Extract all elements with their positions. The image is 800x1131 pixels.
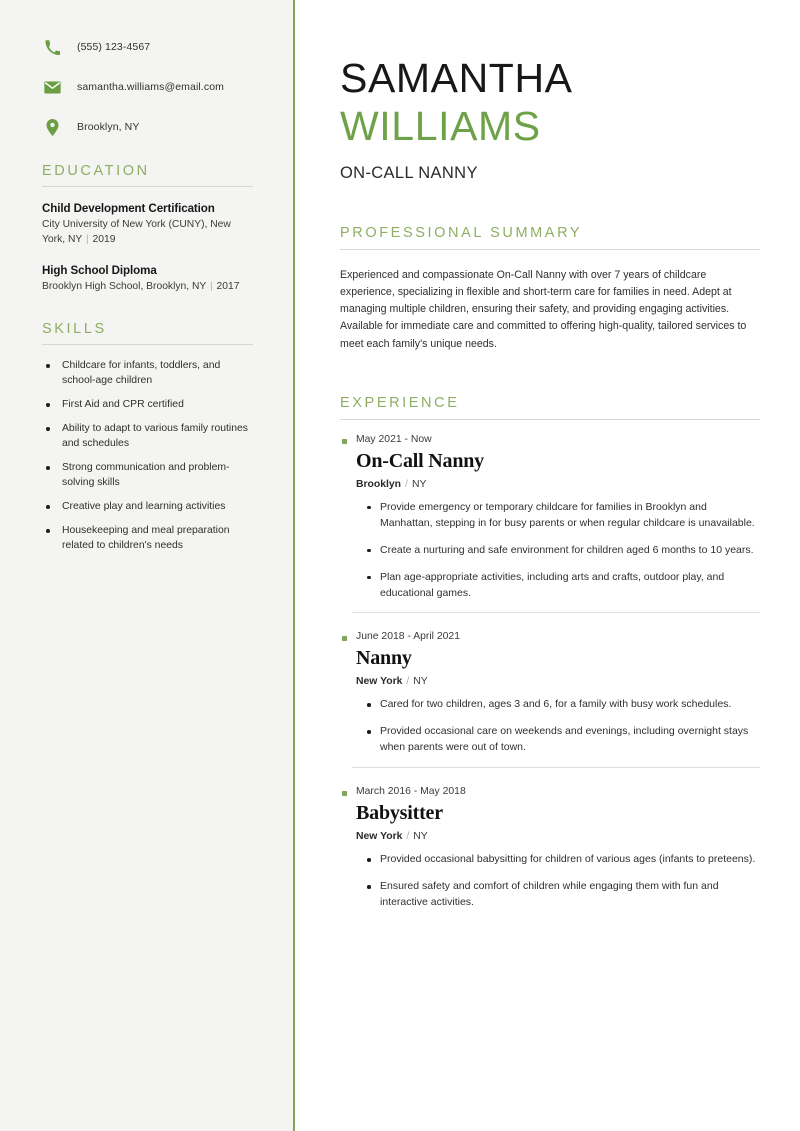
- skills-divider: [42, 344, 253, 345]
- education-meta: [42, 218, 253, 248]
- experience-date: June 2018 - April 2021: [340, 631, 760, 642]
- list-item: Childcare for infants, toddlers, and school-age children: [42, 359, 253, 388]
- experience-state: NY: [413, 831, 428, 843]
- professional-summary-section: [340, 225, 760, 353]
- contact-phone: [42, 38, 253, 57]
- experience-state: NY: [413, 676, 428, 688]
- list-item: Provide emergency or temporary childcare for families in Brooklyn and Manhattan, stepping in for busy parents or when regular childcare is unavailable.: [380, 500, 760, 532]
- education-meta: [42, 280, 253, 295]
- experience-city: New York: [356, 676, 403, 688]
- list-item: Strong communication and problem-solving skills: [42, 461, 253, 490]
- name-last: WILLIAMS: [340, 102, 541, 149]
- list-item: Create a nurturing and safe environment for children aged 6 months to 10 years.: [380, 543, 760, 559]
- experience-heading: EXPERIENCE: [340, 394, 460, 411]
- summary-text: Experienced and compassionate On-Call Nanny with over 7 years of childcare experience, specializing in flexible and short-term care for families in need. Adept at managing multiple children, ensuring their safety, and providing engaging activities. Available for immediate care and committed to offering high-quality, tailored services to meet each family's unique needs.: [340, 268, 747, 350]
- education-heading: EDUCATION: [42, 163, 150, 179]
- contact-location: [42, 118, 253, 137]
- education-institution: City University of New York (CUNY), New York, NY: [42, 219, 231, 246]
- experience-title: Babysitter: [356, 802, 443, 825]
- experience-state: NY: [411, 478, 427, 490]
- experience-bullets: [340, 697, 760, 756]
- list-item: Ability to adapt to various family routines and schedules: [42, 422, 253, 451]
- experience-separator: /: [406, 676, 410, 688]
- experience-divider: [340, 419, 760, 420]
- contact-info-list: [42, 38, 253, 137]
- list-item: Creative play and learning activities: [42, 500, 253, 514]
- experience-date: March 2016 - May 2018: [340, 786, 760, 797]
- sidebar: [0, 0, 295, 1131]
- experience-city: New York: [356, 831, 403, 843]
- experience-location: [340, 479, 760, 490]
- summary-heading: PROFESSIONAL SUMMARY: [340, 224, 583, 241]
- experience-entry: [340, 434, 760, 632]
- location-value: Brooklyn, NY: [77, 120, 140, 133]
- experience-bullets: [340, 852, 760, 911]
- education-degree: Child Development Certification: [42, 202, 215, 215]
- experience-list: [340, 434, 760, 924]
- phone-icon: [42, 38, 63, 57]
- location-pin-icon: [42, 118, 63, 137]
- list-item: Provided occasional care on weekends and evenings, including overnight stays when parents were out of town.: [380, 724, 760, 756]
- job-role-title: ON-CALL NANNY: [340, 163, 478, 182]
- entry-divider: [352, 767, 760, 768]
- education-entry: [42, 201, 253, 248]
- list-item: Housekeeping and meal preparation related to children's needs: [42, 524, 253, 553]
- experience-bullets: [340, 500, 760, 602]
- education-year: 2019: [92, 234, 116, 246]
- list-item: Ensured safety and comfort of children while engaging them with fun and interactive activities.: [380, 879, 760, 911]
- email-icon: [42, 78, 63, 97]
- experience-entry: [340, 786, 760, 924]
- skills-list: [42, 359, 253, 553]
- summary-divider: [340, 249, 760, 250]
- experience-title: Nanny: [356, 647, 412, 670]
- experience-separator: /: [405, 478, 408, 490]
- education-divider: [42, 186, 253, 187]
- entry-divider: [352, 612, 760, 613]
- experience-city: Brooklyn: [356, 478, 402, 490]
- skills-section: [42, 321, 253, 553]
- experience-entry: [340, 631, 760, 786]
- education-year: 2017: [216, 281, 240, 293]
- list-item: Plan age-appropriate activities, including arts and crafts, outdoor play, and educational games.: [380, 570, 760, 602]
- list-item: Cared for two children, ages 3 and 6, for a family with busy work schedules.: [380, 697, 760, 713]
- main-column: [295, 0, 800, 1131]
- list-item: Provided occasional babysitting for children of various ages (infants to preteens).: [380, 852, 760, 868]
- education-entry: [42, 263, 253, 295]
- experience-location: [340, 831, 760, 842]
- contact-email: [42, 78, 253, 97]
- experience-separator: /: [406, 831, 410, 843]
- education-degree: High School Diploma: [42, 264, 157, 278]
- experience-location: [340, 676, 760, 687]
- name-first: SAMANTHA: [340, 55, 573, 101]
- list-item: First Aid and CPR certified: [42, 398, 253, 412]
- experience-title: On-Call Nanny: [356, 449, 484, 472]
- email-value: samantha.williams@email.com: [77, 80, 224, 93]
- resume-header: [340, 55, 760, 183]
- experience-date: May 2021 - Now: [340, 434, 760, 445]
- experience-section: [340, 395, 760, 924]
- phone-value: (555) 123-4567: [77, 40, 151, 53]
- education-separator: |: [85, 234, 89, 246]
- education-institution: Brooklyn High School, Brooklyn, NY: [42, 281, 207, 293]
- education-separator: |: [209, 281, 213, 293]
- skills-heading: SKILLS: [42, 321, 107, 338]
- education-section: [42, 163, 253, 295]
